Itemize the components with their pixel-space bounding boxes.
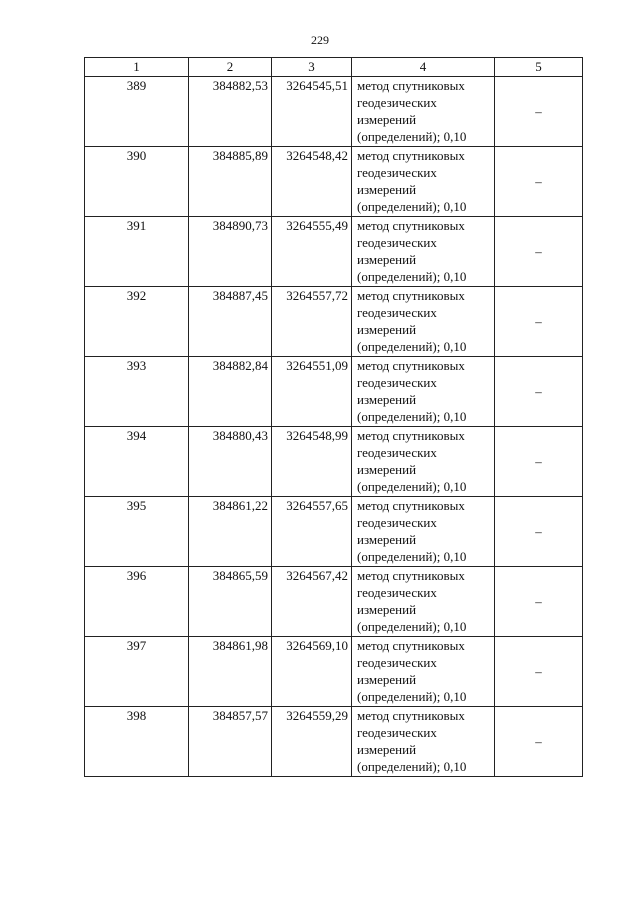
y-coordinate-cell: 3264569,10 — [272, 637, 352, 707]
coordinates-table — [84, 57, 583, 777]
point-number-cell: 398 — [85, 707, 189, 777]
y-coordinate-cell: 3264557,72 — [272, 287, 352, 357]
header-row — [85, 58, 583, 77]
y-coordinate-cell: 3264548,42 — [272, 147, 352, 217]
method-cell — [352, 287, 495, 357]
point-number-cell: 395 — [85, 497, 189, 567]
header-col-2: 2 — [189, 58, 272, 77]
x-coordinate-cell: 384885,89 — [189, 147, 272, 217]
note-cell: – — [495, 497, 583, 567]
method-text: метод спутниковых геодезических измерений (определений); 0,10 — [357, 358, 467, 424]
note-cell: – — [495, 707, 583, 777]
method-cell — [352, 147, 495, 217]
x-coordinate-cell: 384880,43 — [189, 427, 272, 497]
page-number: 229 — [311, 33, 329, 47]
method-cell — [352, 567, 495, 637]
method-cell — [352, 357, 495, 427]
table-row — [85, 567, 583, 637]
point-number-cell: 392 — [85, 287, 189, 357]
note-cell: – — [495, 217, 583, 287]
point-number-cell: 397 — [85, 637, 189, 707]
header-col-3: 3 — [272, 58, 352, 77]
x-coordinate-cell: 384861,22 — [189, 497, 272, 567]
point-number-cell: 389 — [85, 77, 189, 147]
point-number-cell: 393 — [85, 357, 189, 427]
method-text: метод спутниковых геодезических измерений (определений); 0,10 — [357, 638, 467, 704]
note-cell: – — [495, 287, 583, 357]
y-coordinate-cell: 3264548,99 — [272, 427, 352, 497]
table-body — [85, 77, 583, 777]
y-coordinate-cell: 3264567,42 — [272, 567, 352, 637]
y-coordinate-cell: 3264551,09 — [272, 357, 352, 427]
method-text: метод спутниковых геодезических измерений (определений); 0,10 — [357, 148, 467, 214]
table-row — [85, 427, 583, 497]
table-row — [85, 217, 583, 287]
note-cell: – — [495, 147, 583, 217]
table-row — [85, 77, 583, 147]
table-row — [85, 637, 583, 707]
y-coordinate-cell: 3264557,65 — [272, 497, 352, 567]
table-header — [85, 58, 583, 77]
method-text: метод спутниковых геодезических измерений (определений); 0,10 — [357, 288, 467, 354]
point-number-cell: 394 — [85, 427, 189, 497]
point-number-cell: 396 — [85, 567, 189, 637]
x-coordinate-cell: 384882,84 — [189, 357, 272, 427]
table-row — [85, 357, 583, 427]
x-coordinate-cell: 384861,98 — [189, 637, 272, 707]
method-text: метод спутниковых геодезических измерений (определений); 0,10 — [357, 428, 467, 494]
method-text: метод спутниковых геодезических измерений (определений); 0,10 — [357, 78, 467, 144]
note-cell: – — [495, 567, 583, 637]
y-coordinate-cell: 3264545,51 — [272, 77, 352, 147]
x-coordinate-cell: 384887,45 — [189, 287, 272, 357]
note-cell: – — [495, 637, 583, 707]
header-col-5: 5 — [495, 58, 583, 77]
note-cell: – — [495, 77, 583, 147]
table-row — [85, 707, 583, 777]
method-text: метод спутниковых геодезических измерений (определений); 0,10 — [357, 498, 467, 564]
x-coordinate-cell: 384865,59 — [189, 567, 272, 637]
y-coordinate-cell: 3264555,49 — [272, 217, 352, 287]
note-cell: – — [495, 357, 583, 427]
method-cell — [352, 427, 495, 497]
x-coordinate-cell: 384857,57 — [189, 707, 272, 777]
method-text: метод спутниковых геодезических измерений (определений); 0,10 — [357, 218, 467, 284]
header-col-1: 1 — [85, 58, 189, 77]
note-cell: – — [495, 427, 583, 497]
method-cell — [352, 217, 495, 287]
x-coordinate-cell: 384882,53 — [189, 77, 272, 147]
table-row — [85, 147, 583, 217]
method-cell — [352, 497, 495, 567]
method-cell — [352, 637, 495, 707]
method-cell — [352, 77, 495, 147]
method-text: метод спутниковых геодезических измерений (определений); 0,10 — [357, 708, 467, 774]
point-number-cell: 391 — [85, 217, 189, 287]
header-col-4: 4 — [352, 58, 495, 77]
method-text: метод спутниковых геодезических измерений (определений); 0,10 — [357, 568, 467, 634]
y-coordinate-cell: 3264559,29 — [272, 707, 352, 777]
x-coordinate-cell: 384890,73 — [189, 217, 272, 287]
point-number-cell: 390 — [85, 147, 189, 217]
table-row — [85, 497, 583, 567]
table-row — [85, 287, 583, 357]
method-cell — [352, 707, 495, 777]
